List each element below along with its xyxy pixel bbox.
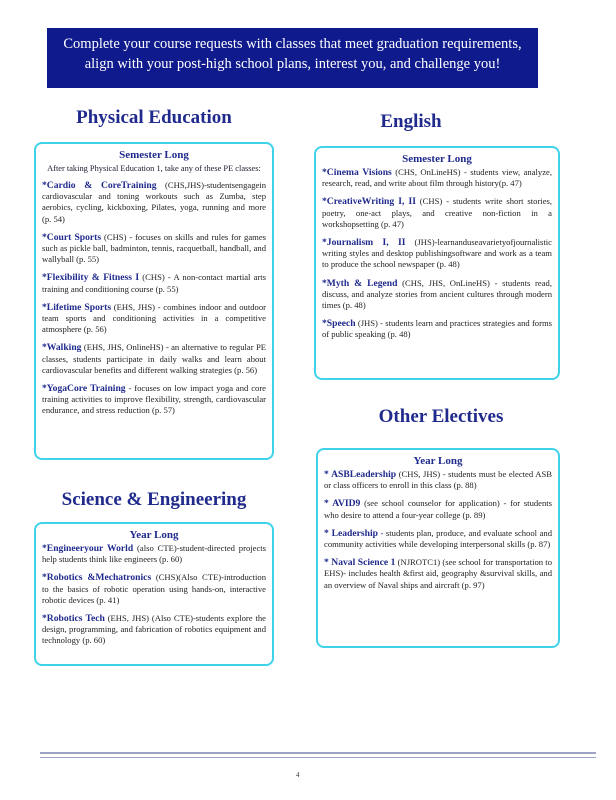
sci-item-mechatronics [42, 572, 266, 606]
other-item-leadership [324, 528, 552, 550]
other-item-naval [324, 557, 552, 591]
footer-rule-top [40, 752, 596, 754]
pe-item-flex [42, 272, 266, 294]
pe-item-title: *Court Sports [42, 231, 102, 243]
eng-item-title: *Cinema Visions [322, 167, 392, 178]
other-item-desc: - students plan, produce, and evaluate school and community activities while developing interpersonal skills (p. 87) [324, 527, 552, 550]
pe-item-yoga [42, 383, 266, 417]
other-item-title: * Leadership [324, 527, 378, 539]
eng-item-title: *CreativeWriting I, II [322, 196, 416, 208]
pe-item-court [42, 232, 266, 266]
header-banner [47, 28, 538, 88]
pe-item-desc: - focuses on low impact yoga and core training activities to improve flexibility, strength, cardiovascular endurance, and stress reduction (p. 57) [42, 383, 266, 416]
sci-heading: Science & Engineering [61, 489, 247, 510]
sci-item-robotics-tech [42, 613, 266, 647]
other-box [316, 448, 560, 648]
eng-item-desc: (CHS) - students write short stories, poetry, one-act plays, and creative non-fiction in a workshopsetting (p. 47) [322, 196, 552, 229]
eng-heading: English [380, 111, 442, 132]
other-item-desc: (CHS, JHS) - students must be elected ASB or class officers to enroll in this class (p. 88) [324, 469, 552, 491]
pe-item-walking [42, 342, 266, 376]
eng-item-title: *Journalism I, II [322, 237, 406, 249]
pe-item-lifetime [42, 302, 266, 336]
eng-item-speech [322, 318, 552, 340]
sci-item-desc: (EHS, JHS) (Also CTE)-students explore the design, programming, and fabrication of robotics equipment and technology (p. 60) [42, 613, 266, 646]
eng-item-desc: (CHS, JHS, OnLineHS) - students read, discuss, and analyze stories from ancient cultures through modern times (p. 48) [322, 277, 552, 311]
pe-subheading: Semester Long [119, 149, 189, 161]
pe-item-title: *YogaCore Training [42, 383, 126, 395]
eng-item-title: *Myth & Legend [322, 277, 398, 289]
banner-line-2: align with your post-high school plans, interest you, and challenge you! [84, 56, 501, 72]
eng-item-desc: (JHS)-learnanduseavarietyofjournalistic writing styles and desktop publishingsoftware and work as a team to produce the school newspaper (p. 48) [322, 237, 552, 270]
pe-item-desc: (CHS,JHS)-studentsengagein cardiovascular and toning workouts such as Zumba, step aerobics, cycling, kickboxing, Pilates, yoga, running and more (p. 54) [42, 180, 266, 224]
other-item-asb [324, 469, 552, 491]
other-heading: Other Electives [378, 406, 504, 427]
other-item-desc: (NJROTC1) (see school for transportation to EHS)- includes health &first aid, geography &survival skills, and an overview of Naval ships and aircraft (p. 97) [324, 557, 552, 590]
sci-box [34, 522, 274, 666]
eng-box [314, 146, 560, 380]
pe-item-desc: (EHS, JHS, OnlineHS) - an alternative to regular PE classes, students participate in daily walks and learn about cardiovascular benefits and different walking strategies (p. 56) [42, 342, 266, 375]
eng-item-myth [322, 278, 552, 312]
other-item-title: * AVID9 [324, 498, 361, 510]
pe-item-cardio [42, 180, 266, 225]
other-subheading: Year Long [413, 455, 463, 467]
pe-item-desc: (CHS) - focuses on skills and rules for games such as pickle ball, badminton, tennis, racquetball, handball, and wallyball (p. 55) [42, 231, 266, 265]
page-number: 4 [296, 771, 300, 779]
eng-item-creative [322, 196, 552, 230]
pe-intro: After taking Physical Education 1, take any of these PE classes: [47, 164, 261, 173]
sci-item-title: *Robotics Tech [42, 613, 105, 625]
pe-item-title: *Walking [42, 342, 82, 354]
other-item-title: * Naval Science 1 [324, 557, 396, 569]
pe-item-desc: (CHS) - A non-contact martial arts training and conditioning course (p. 55) [42, 272, 266, 294]
footer-rule-bottom [40, 757, 596, 758]
other-item-avid [324, 498, 552, 520]
sci-item-desc: (also CTE)-student-directed projects help students think like engineers (p. 60) [42, 543, 267, 565]
eng-item-cinema [322, 167, 552, 189]
eng-item-journalism [322, 237, 552, 271]
other-item-desc: (see school counselor for application) - for students who desire to attend a four-year college (p. 89) [324, 498, 553, 520]
other-item-title: * ASBLeadership [324, 469, 397, 480]
sci-item-engineer [42, 543, 266, 565]
sci-item-desc: (CHS)(Also CTE)-introduction to the basics of robotic operation using hands-on, interactive robotic devices (p. 41) [42, 572, 266, 605]
pe-item-title: *Flexibility & Fitness I [42, 272, 140, 284]
banner-line-1: Complete your course requests with classes that meet graduation requirements, [63, 36, 522, 52]
eng-item-title: *Speech [322, 318, 356, 330]
eng-item-desc: (CHS, OnLineHS) - students view, analyze, research, read, and write about film through history(p. 47) [322, 167, 552, 189]
sci-item-title: *Engineeryour World [42, 543, 134, 554]
pe-heading: Physical Education [76, 107, 232, 128]
pe-box [34, 142, 274, 460]
eng-item-desc: (JHS) - students learn and practices strategies and forms of public speaking (p. 48) [322, 318, 552, 340]
pe-item-desc: (EHS, JHS) - combines indoor and outdoor team sports and conditioning activities in a competitive atmosphere (p. 56) [42, 301, 266, 335]
pe-item-title: *Lifetime Sports [42, 301, 112, 313]
sci-subheading: Year Long [129, 529, 179, 541]
pe-item-title: *Cardio & CoreTraining [42, 180, 157, 191]
sci-item-title: *Robotics &Mechatronics [42, 572, 152, 584]
eng-subheading: Semester Long [402, 153, 472, 165]
